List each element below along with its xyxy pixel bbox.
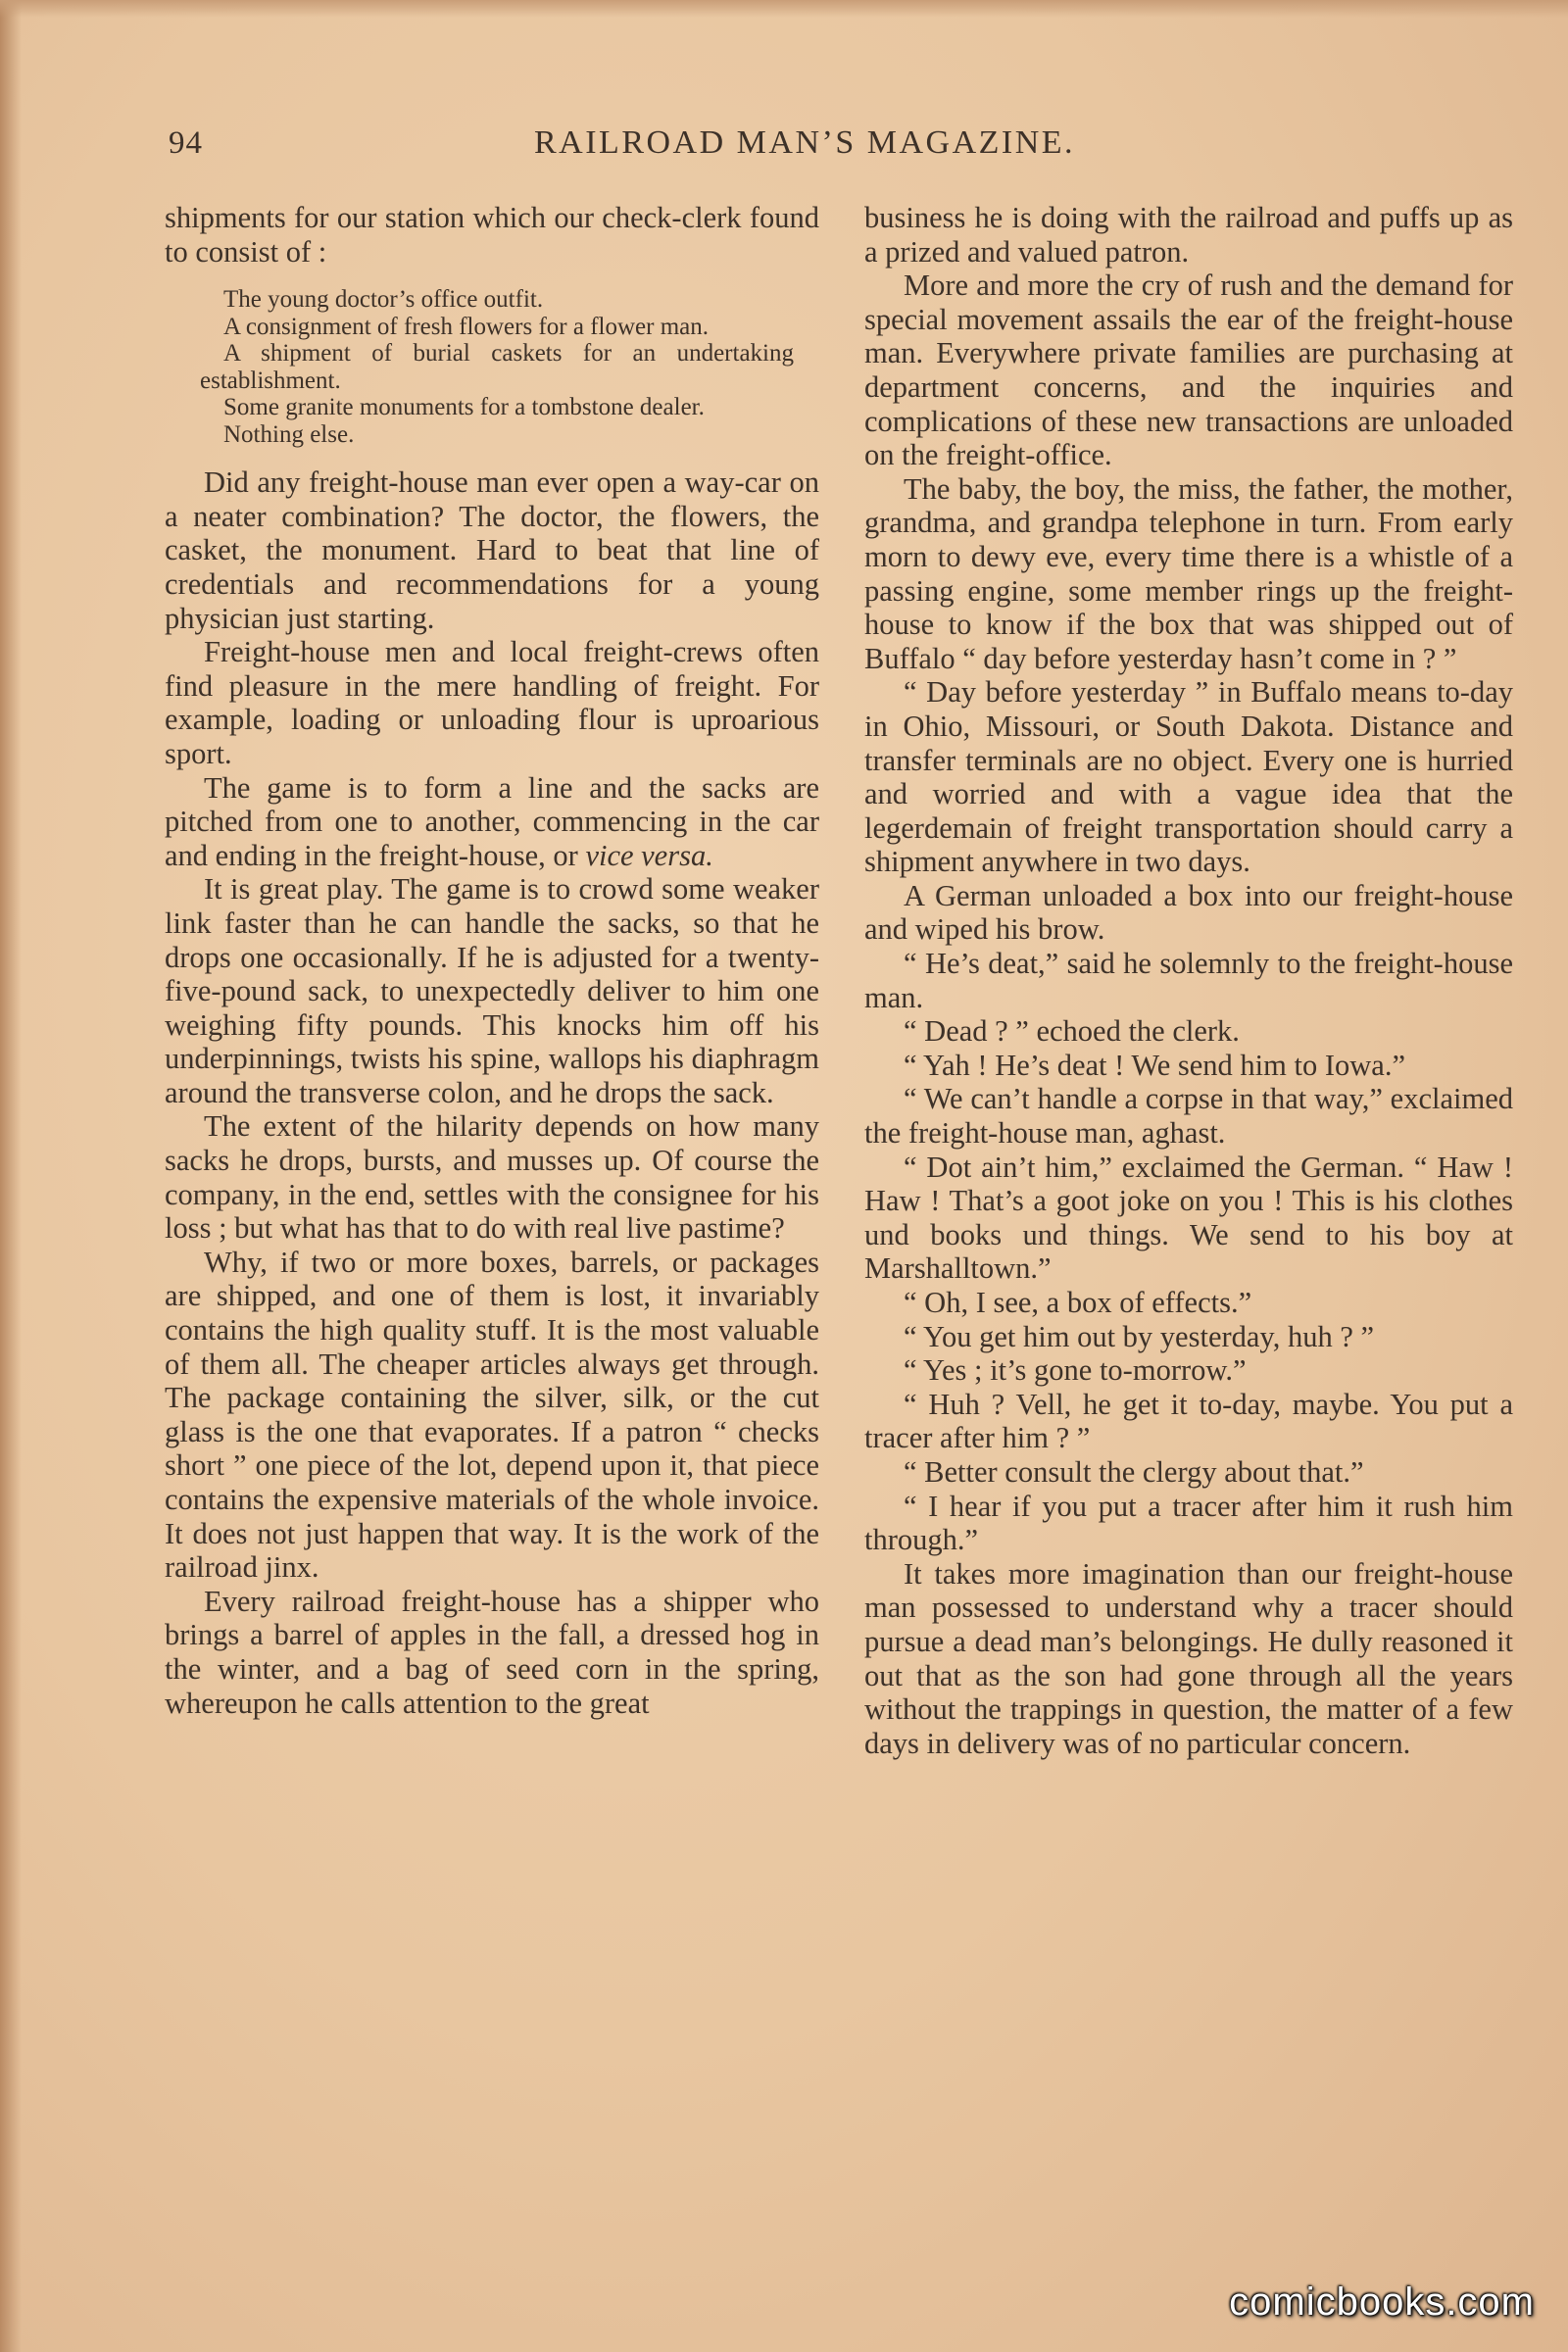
manifest-item: The young doctor’s office outfit. xyxy=(223,286,544,314)
dialogue-line: “ Yah ! He’s deat ! We send him to Iowa.” xyxy=(904,1048,1405,1082)
dialogue-line: “ Dead ? ” echoed the clerk. xyxy=(904,1014,1240,1049)
dialogue-line: “ Yes ; it’s gone to-morrow.” xyxy=(904,1353,1247,1388)
shipment-manifest xyxy=(200,286,794,448)
body-paragraph: Every railroad freight-house has a shipper who brings a barrel of apples in the fall, a dressed hog in the winter, and a bag of seed corn in the spring, whereupon he calls attention to the great xyxy=(165,1584,819,1720)
right-column xyxy=(864,201,1513,1760)
dialogue-line: “ He’s deat,” said he solemnly to the freight-house man. xyxy=(864,947,1513,1014)
manifest-item: A shipment of burial caskets for an undertaking establishment. xyxy=(200,340,794,394)
dialogue-line: “ Huh ? Vell, he get it to-day, maybe. You put a tracer after him ? ” xyxy=(864,1387,1513,1455)
page-number: 94 xyxy=(169,125,203,161)
running-head: RAILROAD MAN’S MAGAZINE. xyxy=(534,124,1076,161)
body-paragraph: A German unloaded a box into our freight-house and wiped his brow. xyxy=(864,878,1513,947)
body-paragraph: Why, if two or more boxes, barrels, or packages are shipped, and one of them is lost, it invariably contains the high quality stuff. It is the most valuable of them all. The cheaper articles always get through. The package containing the silver, silk, or the cut glass is the one that evaporates. If a patron “ checks short ” one piece of the lot, depend upon it, that piece contains the expensive materials of the whole invoice. It does not just happen that way. It is the work of the railroad jinx. xyxy=(165,1245,819,1585)
dialogue-line: “ You get him out by yesterday, huh ? ” xyxy=(904,1319,1375,1353)
intro-paragraph: shipments for our station which our check-clerk found to consist of : xyxy=(165,201,819,269)
dialogue-line: “ We can’t handle a corpse in that way,” exclaimed the freight-house man, aghast. xyxy=(864,1082,1513,1151)
dialogue-line: “ Better consult the clergy about that.” xyxy=(904,1454,1364,1489)
body-paragraph: “ Day before yesterday ” in Buffalo means to-day in Ohio, Missouri, or South Dakota. Distance and transfer terminals are no object. Every one is hurried and worried and with a vague idea that the legerdemain of freight transportation should carry a shipment anywhere in two days. xyxy=(864,675,1513,879)
page-edge-top xyxy=(0,0,1568,18)
manifest-item: Nothing else. xyxy=(223,420,355,448)
italic-phrase: vice versa. xyxy=(585,838,713,872)
body-paragraph: The extent of the hilarity depends on how many sacks he drops, bursts, and musses up. Of course the company, in the end, settles with the consignee for his loss ; but what has that to do with real live pastime? xyxy=(165,1109,819,1246)
page-edge-left xyxy=(0,0,22,2352)
body-paragraph: Did any freight-house man ever open a way-car on a neater combination? The doctor, the flowers, the casket, the monument. Hard to beat that line of credentials and recommendations for a young physician just starting. xyxy=(165,466,819,635)
dialogue-line: “ Dot ain’t him,” exclaimed the German. “ Haw ! Haw ! That’s a goot joke on you ! This is his clothes und books und things. We send to his boy at Marshalltown.” xyxy=(864,1150,1513,1286)
body-paragraph: Freight-house men and local freight-crews often find pleasure in the mere handling of freight. For example, loading or unloading flour is uproarious sport. xyxy=(165,635,819,770)
paragraph-text: The game is to form a line and the sacks are pitched from one to another, commencing in the car and ending in the freight-house, or xyxy=(165,770,819,872)
manifest-item: Some granite monuments for a tombstone dealer. xyxy=(223,394,705,421)
watermark: comicbooks.com xyxy=(1229,2280,1535,2324)
dialogue-line: “ Oh, I see, a box of effects.” xyxy=(904,1286,1252,1319)
body-paragraph: business he is doing with the railroad and puffs up as a prized and valued patron. xyxy=(864,201,1513,269)
body-paragraph xyxy=(165,771,819,873)
body-paragraph: It is great play. The game is to crowd some weaker link faster than he can handle the sacks, so that he drops one occasionally. If he is adjusted for a twenty-five-pound sack, to unexpectedly deliver to him one weighing fifty pounds. This knocks him off his underpinnings, twists his spine, wallops his diaphragm around the transverse colon, and he drops the sack. xyxy=(165,872,819,1109)
manifest-item: A consignment of fresh flowers for a flower man. xyxy=(223,313,709,340)
body-paragraph: It takes more imagination than our freight-house man possessed to understand why a tracer should pursue a dead man’s belongings. He dully reasoned it out that as the son had gone through all the years without the trappings in question, the matter of a few days in delivery was of no particular concern. xyxy=(864,1556,1513,1760)
body-paragraph: More and more the cry of rush and the demand for special movement assails the ear of the freight-house man. Everywhere private families are purchasing at department concerns, and the inquiries and complications of these new transactions are unloaded on the freight-office. xyxy=(864,269,1513,472)
dialogue-line: “ I hear if you put a tracer after him it rush him through.” xyxy=(864,1489,1513,1557)
body-paragraph: The baby, the boy, the miss, the father, the mother, grandma, and grandpa telephone in turn. From early morn to dewy eve, every time there is a whistle of a passing engine, some member rings up the freight-house to know if the box that was shipped out of Buffalo “ day before yesterday hasn’t come in ? ” xyxy=(864,471,1513,675)
left-column xyxy=(165,201,819,1720)
